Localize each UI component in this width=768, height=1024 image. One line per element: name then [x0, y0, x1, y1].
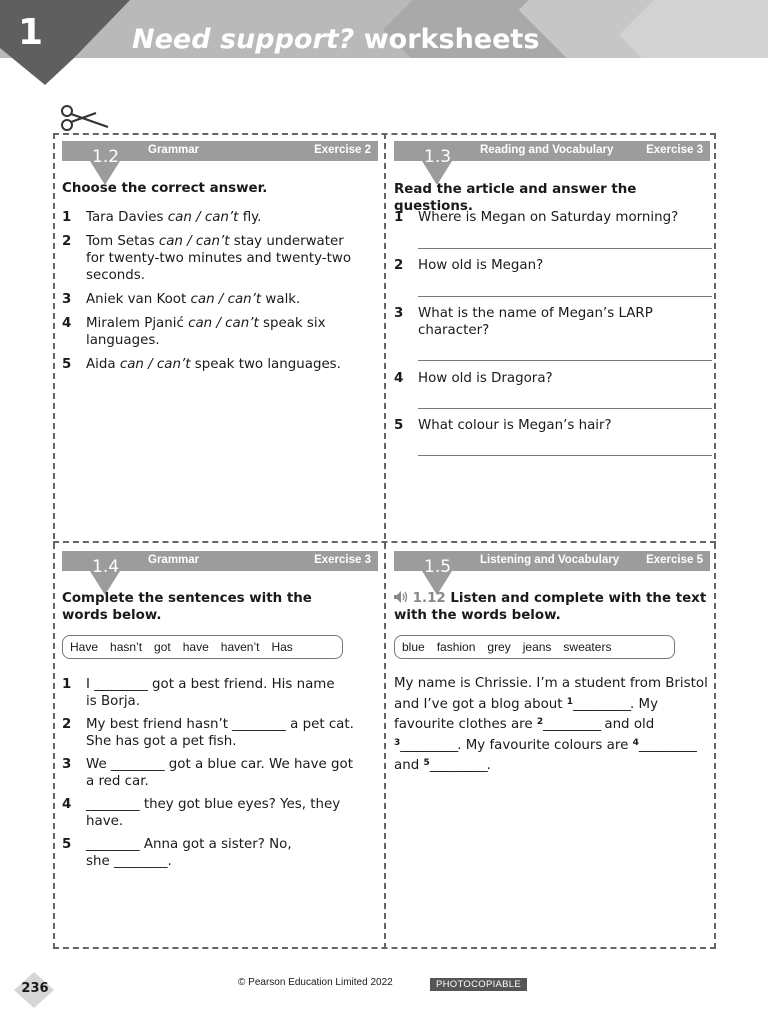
scissors-icon: [60, 103, 110, 133]
section-skill: Grammar: [148, 554, 200, 566]
unit-number: 1: [18, 12, 44, 53]
copyright: © Pearson Education Limited 2022: [238, 977, 393, 988]
list-item: 5 Aida can / can’t speak two languages.: [62, 357, 341, 372]
worksheet-1-3: [394, 141, 710, 433]
photocopiable-badge: PHOTOCOPIABLE: [430, 978, 527, 991]
word-chip: fashion: [436, 640, 476, 654]
word-chip: sweaters: [563, 640, 612, 654]
instruction: Complete the sentences with the words below.: [62, 591, 312, 623]
word-chip: grey: [487, 640, 511, 654]
list-item: 3 Aniek van Koot can / can’t walk.: [62, 292, 301, 307]
section-bar: [394, 551, 710, 577]
cloze-text: My name is Chrissie. I’m a student from Bristol and I’ve got a blog about $^1$__________. My favourite clothes are $^2$__________ and old $^3$__________. My favourite colours are $^4$__________ and $^5$__________.: [394, 676, 708, 774]
answer-line[interactable]: [418, 360, 712, 361]
section-exercise: Exercise 3: [646, 144, 703, 156]
word-chip: hasn’t: [110, 640, 143, 654]
word-chip: jeans: [522, 640, 552, 654]
list-item: 5 ________ Anna got a sister? No, she ________.: [62, 837, 292, 869]
word-chip: got: [154, 640, 171, 654]
answer-line[interactable]: [418, 296, 712, 297]
list-item: 2 How old is Megan?: [394, 258, 544, 273]
worksheet-1-2: [62, 141, 378, 372]
list-item: 2 My best friend hasn’t ________ a pet cat. She has got a pet fish.: [62, 717, 354, 749]
list-item: 3 We ________ got a blue car. We have got a red car.: [62, 757, 353, 789]
gap-1[interactable]: __________: [573, 696, 631, 712]
list-item: 1 Where is Megan on Saturday morning?: [394, 210, 679, 225]
section-exercise: Exercise 5: [646, 554, 703, 566]
section-number: 1.2: [92, 147, 120, 167]
list-item: 1 Tara Davies can / can’t fly.: [62, 210, 262, 225]
question-list: [62, 209, 362, 373]
section-skill: Reading and Vocabulary: [480, 144, 614, 156]
section-exercise: Exercise 2: [314, 144, 371, 156]
word-chip: have: [182, 640, 209, 654]
audio-track: 1.12: [412, 591, 446, 606]
section-number: 1.3: [424, 147, 452, 167]
page-title-rest: worksheets: [354, 24, 540, 55]
section-bar: [62, 141, 378, 167]
list-item: 4 How old is Dragora?: [394, 371, 553, 386]
cut-line-horizontal: [53, 541, 716, 543]
word-box: [62, 635, 343, 659]
page-title: [132, 24, 539, 55]
section-bar: [394, 141, 710, 167]
section-skill: Listening and Vocabulary: [480, 554, 620, 566]
word-chip: blue: [402, 640, 425, 654]
list-item: 4 Miralem Pjanić can / can’t speak six languages.: [62, 316, 326, 348]
word-chip: Have: [70, 640, 99, 654]
worksheet-1-5: [394, 551, 710, 774]
page-title-italic: Need support?: [132, 24, 355, 55]
list-item: 3 What is the name of Megan’s LARP character?: [394, 306, 653, 338]
answer-line[interactable]: [418, 408, 712, 409]
word-box: [394, 635, 675, 659]
gap-3[interactable]: __________: [400, 737, 458, 753]
instruction: 1.12 Listen and complete with the text with the words below.: [394, 591, 707, 623]
gap-2[interactable]: __________: [543, 717, 601, 733]
section-bar: [62, 551, 378, 577]
question-list: [62, 676, 372, 870]
list-item: 2 Tom Setas can / can’t stay underwater for twenty-two minutes and twenty-two seconds.: [62, 234, 352, 283]
word-chip: Has: [271, 640, 293, 654]
instruction: Choose the correct answer.: [62, 181, 268, 196]
gap-5[interactable]: __________: [429, 758, 487, 774]
list-item: 1 I ________ got a best friend. His name is Borja.: [62, 677, 335, 709]
section-number: 1.4: [92, 557, 120, 577]
audio-icon: [394, 591, 408, 603]
instruction: Read the article and answer the questions.: [394, 182, 637, 214]
answer-line[interactable]: [418, 455, 712, 456]
word-chip: haven’t: [220, 640, 260, 654]
page-number: 236: [21, 981, 49, 996]
section-exercise: Exercise 3: [314, 554, 371, 566]
answer-line[interactable]: [418, 248, 712, 249]
gap-4[interactable]: __________: [638, 737, 696, 753]
section-number: 1.5: [424, 557, 452, 577]
list-item: 4 ________ they got blue eyes? Yes, they have.: [62, 797, 341, 829]
worksheet-1-4: [62, 551, 378, 869]
list-item: 5 What colour is Megan’s hair?: [394, 418, 612, 433]
section-skill: Grammar: [148, 144, 200, 156]
